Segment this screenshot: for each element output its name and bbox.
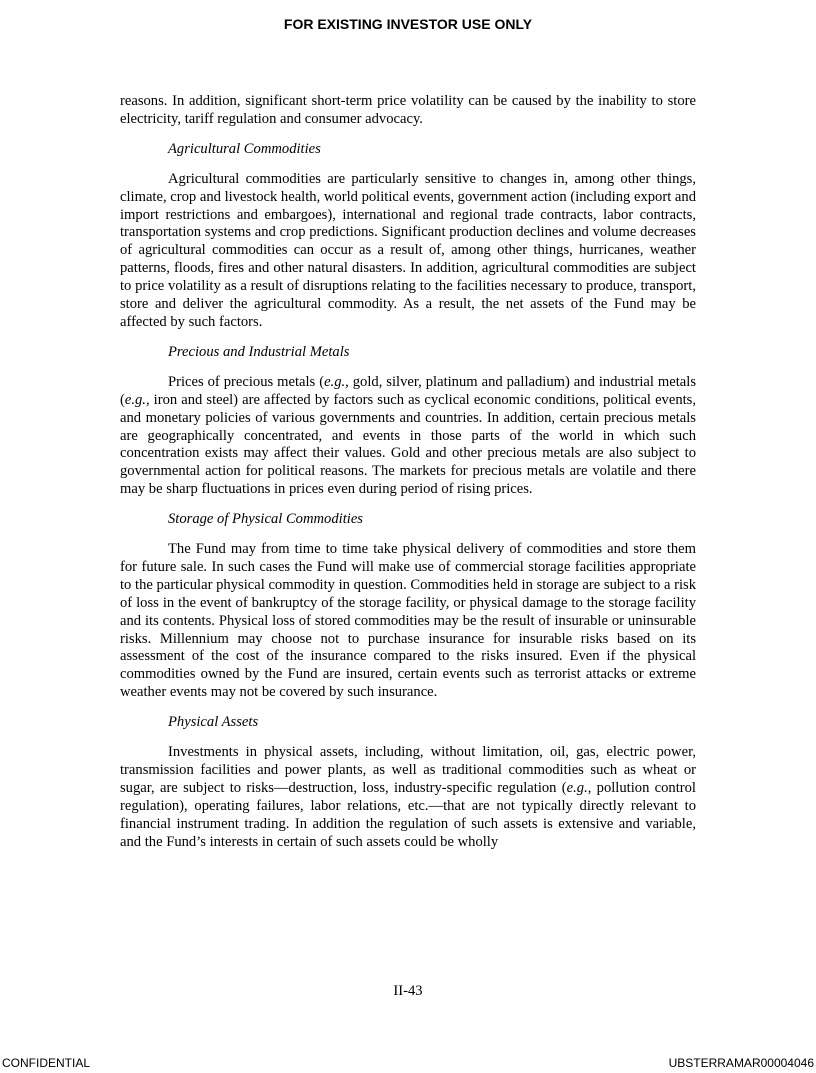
intro-paragraph: reasons. In addition, significant short-term price volatility can be caused by the inability to store electricity, tariff regulation and consumer advocacy. xyxy=(120,93,696,127)
paragraph-precious-industrial-metals xyxy=(120,374,696,499)
paragraph-physical-assets xyxy=(120,744,696,851)
footer-bates-number: UBSTERRAMAR00004046 xyxy=(668,1056,814,1070)
heading-storage-physical-commodities: Storage of Physical Commodities xyxy=(168,511,363,528)
document-body xyxy=(120,93,696,852)
italic-abbreviation: e.g. xyxy=(324,373,346,390)
italic-abbreviation: e.g. xyxy=(566,779,588,796)
confidentiality-banner: FOR EXISTING INVESTOR USE ONLY xyxy=(283,16,533,32)
footer-confidential: CONFIDENTIAL xyxy=(2,1056,91,1070)
paragraph-agricultural-commodities: Agricultural commodities are particularly sensitive to changes in, among other things, climate, crop and livestock health, world political events, government action (including export and import restrictions and embargoes), international and regional trade contracts, labor contracts, transportation systems and crop predictions. Significant production declines and volume decreases of agricultural commodities can occur as a result of, among other things, hurricanes, weather patterns, floods, fires and other natural disasters. In addition, agricultural commodities are subject to price volatility as a result of disruptions relating to the facilities necessary to produce, transport, store and deliver the agricultural commodity. As a result, the net assets of the Fund may be affected by such factors. xyxy=(120,170,696,330)
text-run: , pollution control regulation), operating failures, labor relations, etc.—that are not typically directly relevant to financial instrument trading. In addition the regulation of such assets is extensive and variable, and the Fund’s interests in certain of such assets could be wholly xyxy=(120,779,696,850)
text-run: Prices of precious metals ( xyxy=(168,373,325,390)
heading-precious-industrial-metals: Precious and Industrial Metals xyxy=(168,343,350,360)
text-run: , gold, silver, platinum and palladium) and industrial metals ( xyxy=(120,373,697,408)
page-number: II-43 xyxy=(393,983,423,999)
text-run: Investments in physical assets, including, without limitation, oil, gas, electric power, transmission facilities and power plants, as well as traditional commodities such as wheat or sugar, are subject to risks—destruction, loss, industry-specific regulation ( xyxy=(120,744,696,796)
italic-abbreviation: e.g. xyxy=(124,391,146,408)
heading-physical-assets: Physical Assets xyxy=(168,714,259,731)
text-run: , iron and steel) are affected by factors such as cyclical economic conditions, political events, and monetary policies of various governments and countries. In addition, certain precious metals are geographically concentrated, and events in those parts of the world in which such concentration exists may affect their values. Gold and other precious metals are also subject to governmental action for political reasons. The markets for precious metals are volatile and there may be sharp fluctuations in prices even during period of rising prices. xyxy=(120,391,696,498)
heading-agricultural-commodities: Agricultural Commodities xyxy=(168,140,321,157)
paragraph-storage-physical-commodities: The Fund may from time to time take physical delivery of commodities and store them for future sale. In such cases the Fund will make use of commercial storage facilities appropriate to the particular physical commodity in question. Commodities held in storage are subject to a risk of loss in the event of bankruptcy of the storage facility, or physical damage to the storage facility and its contents. Physical loss of stored commodities may be the result of insurable or uninsurable risks. Millennium may choose not to purchase insurance for insurable risks based on its assessment of the cost of the insurance compared to the risks insured. Even if the physical commodities owned by the Fund are insured, certain events such as terrorist attacks or extreme weather events may not be covered by such insurance. xyxy=(120,541,696,701)
